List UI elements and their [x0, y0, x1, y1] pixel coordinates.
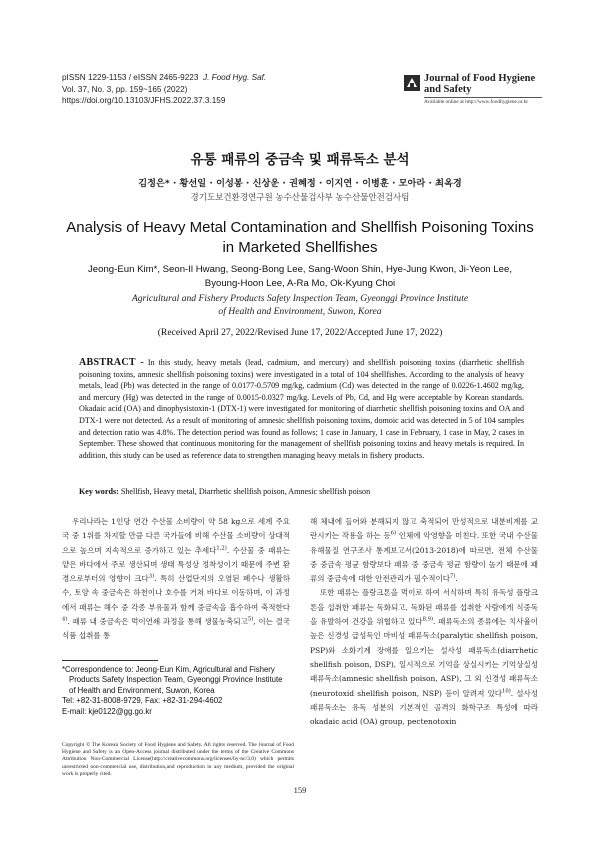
issn: pISSN 1229-1153 / eISSN 2465-9223 [62, 73, 199, 82]
authors-korean: 김정은* · 황선일 · 이성봉 · 신상운 · 권혜정 · 이지연 · 이병훈 · 모아라 · 최옥경 [138, 178, 462, 189]
body-column-right [310, 515, 538, 729]
authors-english [60, 263, 540, 291]
paragraph: 우리나라는 1인당 연간 수산물 소비량이 약 58 kg으로 세계 주요국 중 1위를 차지할 만큼 다른 국가들에 비해 수산물 소비량이 상대적으로 높으며 지속적으로 증가하고 있는 추세다$^{1,2)}$. 수산물 중 패류는 얕은 바다에서 주로 생산되며 생태 특성상 정착성이기 때문에 주변 환경으로부터의 영향이 크다$^{3)}$. 특히 산업단지의 오염된 폐수나 생활하수, 토양 속 중금속은 하천이나 호수를 거쳐 바다로 이동하며, 이 과정에서 패류는 해수 중 각종 부유물과 함께 중금속을 흡수하여 축적한다$^{4)}$. 패류 내 중금속은 먹이연쇄 과정을 통해 생물농축되고$^{5)}$, 이는 결국 식품 섭취를 통 [62, 517, 290, 641]
journal-logo [404, 73, 536, 111]
title-english-line1: Analysis of Heavy Metal Contamination and Shellfish Poisoning Toxins [66, 219, 534, 236]
affiliation-english-line1: Agricultural and Fishery Products Safety Inspection Team, Gyeonggi Province Institute [131, 293, 469, 304]
affiliation-english [60, 292, 540, 318]
footnote-divider [62, 660, 158, 661]
citation: 7) [449, 573, 456, 580]
citation: 10) [502, 688, 511, 695]
paragraph: 해 체내에 들어와 분해되지 않고 축적되어 만성적으로 내분비계를 교란시키는 작용을 하는 등$^{6)}$ 인체에 악영향을 미친다. 또한 국내 수산물 유해물질 연구조사 통계보고서(2013-2018)에 따르면, 전체 수산물 중 중금속 평균 함량보다 패류 중 중금속 평균 함량이 높기 때문에 패류의 중금속에 대한 안전관리가 필수적이다$^{7)}$. [310, 517, 538, 584]
volume-info: Vol. 37, No. 3, pp. 159~165 (2022) [62, 84, 188, 94]
page-number: 159 [293, 785, 307, 795]
abstract [79, 357, 524, 461]
paragraph: 또한 패류는 플랑크톤을 먹이로 하여 서식하며 특히 유독성 플랑크톤을 섭취한 패류는 독화되고, 독화된 패류를 섭취한 사람에게 식중독을 유발하여 건강을 위협하고 있다$^{8,9)}$. 패류독소의 종류에는 치사율이 높은 신경성 급성독인 마비성 패류독소(paralytic shellfish poison, PSP)와 소화기계 장애를 일으키는 설사성 패류독소(diarrhetic shellfish poison, DSP), 일시적으로 기억을 상실시키는 기억상실성 패류독소(amnesic shellfish poison, ASP), 그 외 신경성 패류독소(neurotoxid shellfish poison, NSP) 등이 알려져 있다$^{10)}$. 설사성 패류독소는 유독 성분의 기본적인 골격의 화학구조 특성에 따라 okadaic acid (OA) group, pectenotoxin [310, 588, 538, 727]
citation: 3) [148, 573, 155, 580]
citation: 4) [62, 616, 68, 623]
keywords-label: Key words: [79, 487, 119, 496]
logo-title-line2: and Safety [424, 84, 472, 95]
keywords-text: Shellfish, Heavy metal, Diarrhetic shellfish poison, Amnesic shellfish poison [120, 487, 371, 496]
logo-divider [424, 97, 542, 98]
citation: 1,2) [216, 545, 227, 552]
authors-english-line1: Jeong-Eun Kim*, Seon-Il Hwang, Seong-Bong Lee, Sang-Woon Shin, Hye-Jung Kwon, Ji-Yeon Lee, [88, 264, 512, 275]
logo-url[interactable]: Available online at http://www.foodhygiene.or.kr [424, 99, 528, 105]
correspondence: *Correspondence to: Jeong-Eun Kim, Agricultural and Fishery Products Safety Inspection Team, Gyeonggi Province Institute of Health and Environment, Suwon, Korea Tel: +82-31-8008-9729, Fax: +82-31-294-4602 E-mail: kje0122@gg.go.kr [62, 665, 294, 717]
abstract-text: In this study, heavy metals (lead, cadmium, and mercury) and shellfish poisoning toxins (diarrhetic shellfish poisoning toxins, amnesic shellfish poisoning toxins) were investigated in a total of 104 shellfishes. According to the analysis of heavy metals, lead (Pb) was detected in the range of 0.0177-0.5709 mg/kg, cadmium (Cd) was detected in the range of 0.0226-1.4602 mg/kg, and mercury (Hg) was detected in the range of 0.0015-0.0327 mg/kg. Levels of Pb, Cd, and Hg were acceptable by Korean standards. Okadaic acid (OA) and dinophysistoxin-1 (DTX-1) were investigated for monitoring of diarrhetic shellfish poisoning toxins and OA and DTX-1 were not detected. As a result of monitoring of amnesic shellfish poisoning toxins, domoic acid was detected in 5 of 104 samples and detection ratio was 4.8%. The detection period was found as follows; 1 case in January, 1 case in February, 1 case in May, 2 cases in September. These showed that continuous monitoring for the management of shellfish poisoning toxins and heavy metals is required. In addition, this study can be used as reference data to strengthen managing heavy metals in fishery products. [79, 358, 524, 460]
title-english-line2: in Marketed Shellfishes [222, 239, 378, 256]
email[interactable]: E-mail: kje0122@gg.go.kr [62, 706, 152, 716]
copyright-notice: Copyright © The Korean Society of Food Hygiene and Safety. All rights reserved. The Journal of Food Hygiene and Safety is an Open-Access journal distributed under the terms of the Creative Commons Attribution Non-Commercial License(http://creativecommons.org/licenses/by-nc/3.0) which permits unrestricted non-commercial use, distribution,and reproduction in any medium, provided the original work is properly cited. [62, 742, 294, 777]
body-column-left [62, 515, 290, 644]
authors-english-line2: Byoung-Hoon Lee, A-Ra Mo, Ok-Kyung Choi [204, 278, 396, 289]
citation: 5) [247, 616, 254, 623]
doi-link[interactable]: https://doi.org/10.13103/JFHS.2022.37.3.159 [62, 96, 226, 105]
journal-abbrev: J. Food Hyg. Saf. [202, 73, 267, 82]
logo-title-line1: Journal of Food Hygiene [424, 73, 536, 84]
affiliation-korean: 경기도보건환경연구원 농수산물검사부 농수산물안전검사팀 [190, 193, 410, 203]
abstract-label: ABSTRACT - [79, 357, 144, 368]
title-korean: 유통 패류의 중금속 및 패류독소 분석 [190, 152, 410, 168]
received-dates: (Received April 27, 2022/Revised June 17, 2022/Accepted June 17, 2022) [157, 327, 443, 338]
title-english [60, 218, 540, 258]
keywords [79, 487, 524, 496]
jfhs-logo-icon [404, 75, 420, 91]
affiliation-english-line2: of Health and Environment, Suwon, Korea [218, 306, 382, 317]
journal-meta [62, 72, 266, 107]
citation: 8,9) [422, 616, 434, 623]
citation: 6) [390, 530, 397, 537]
